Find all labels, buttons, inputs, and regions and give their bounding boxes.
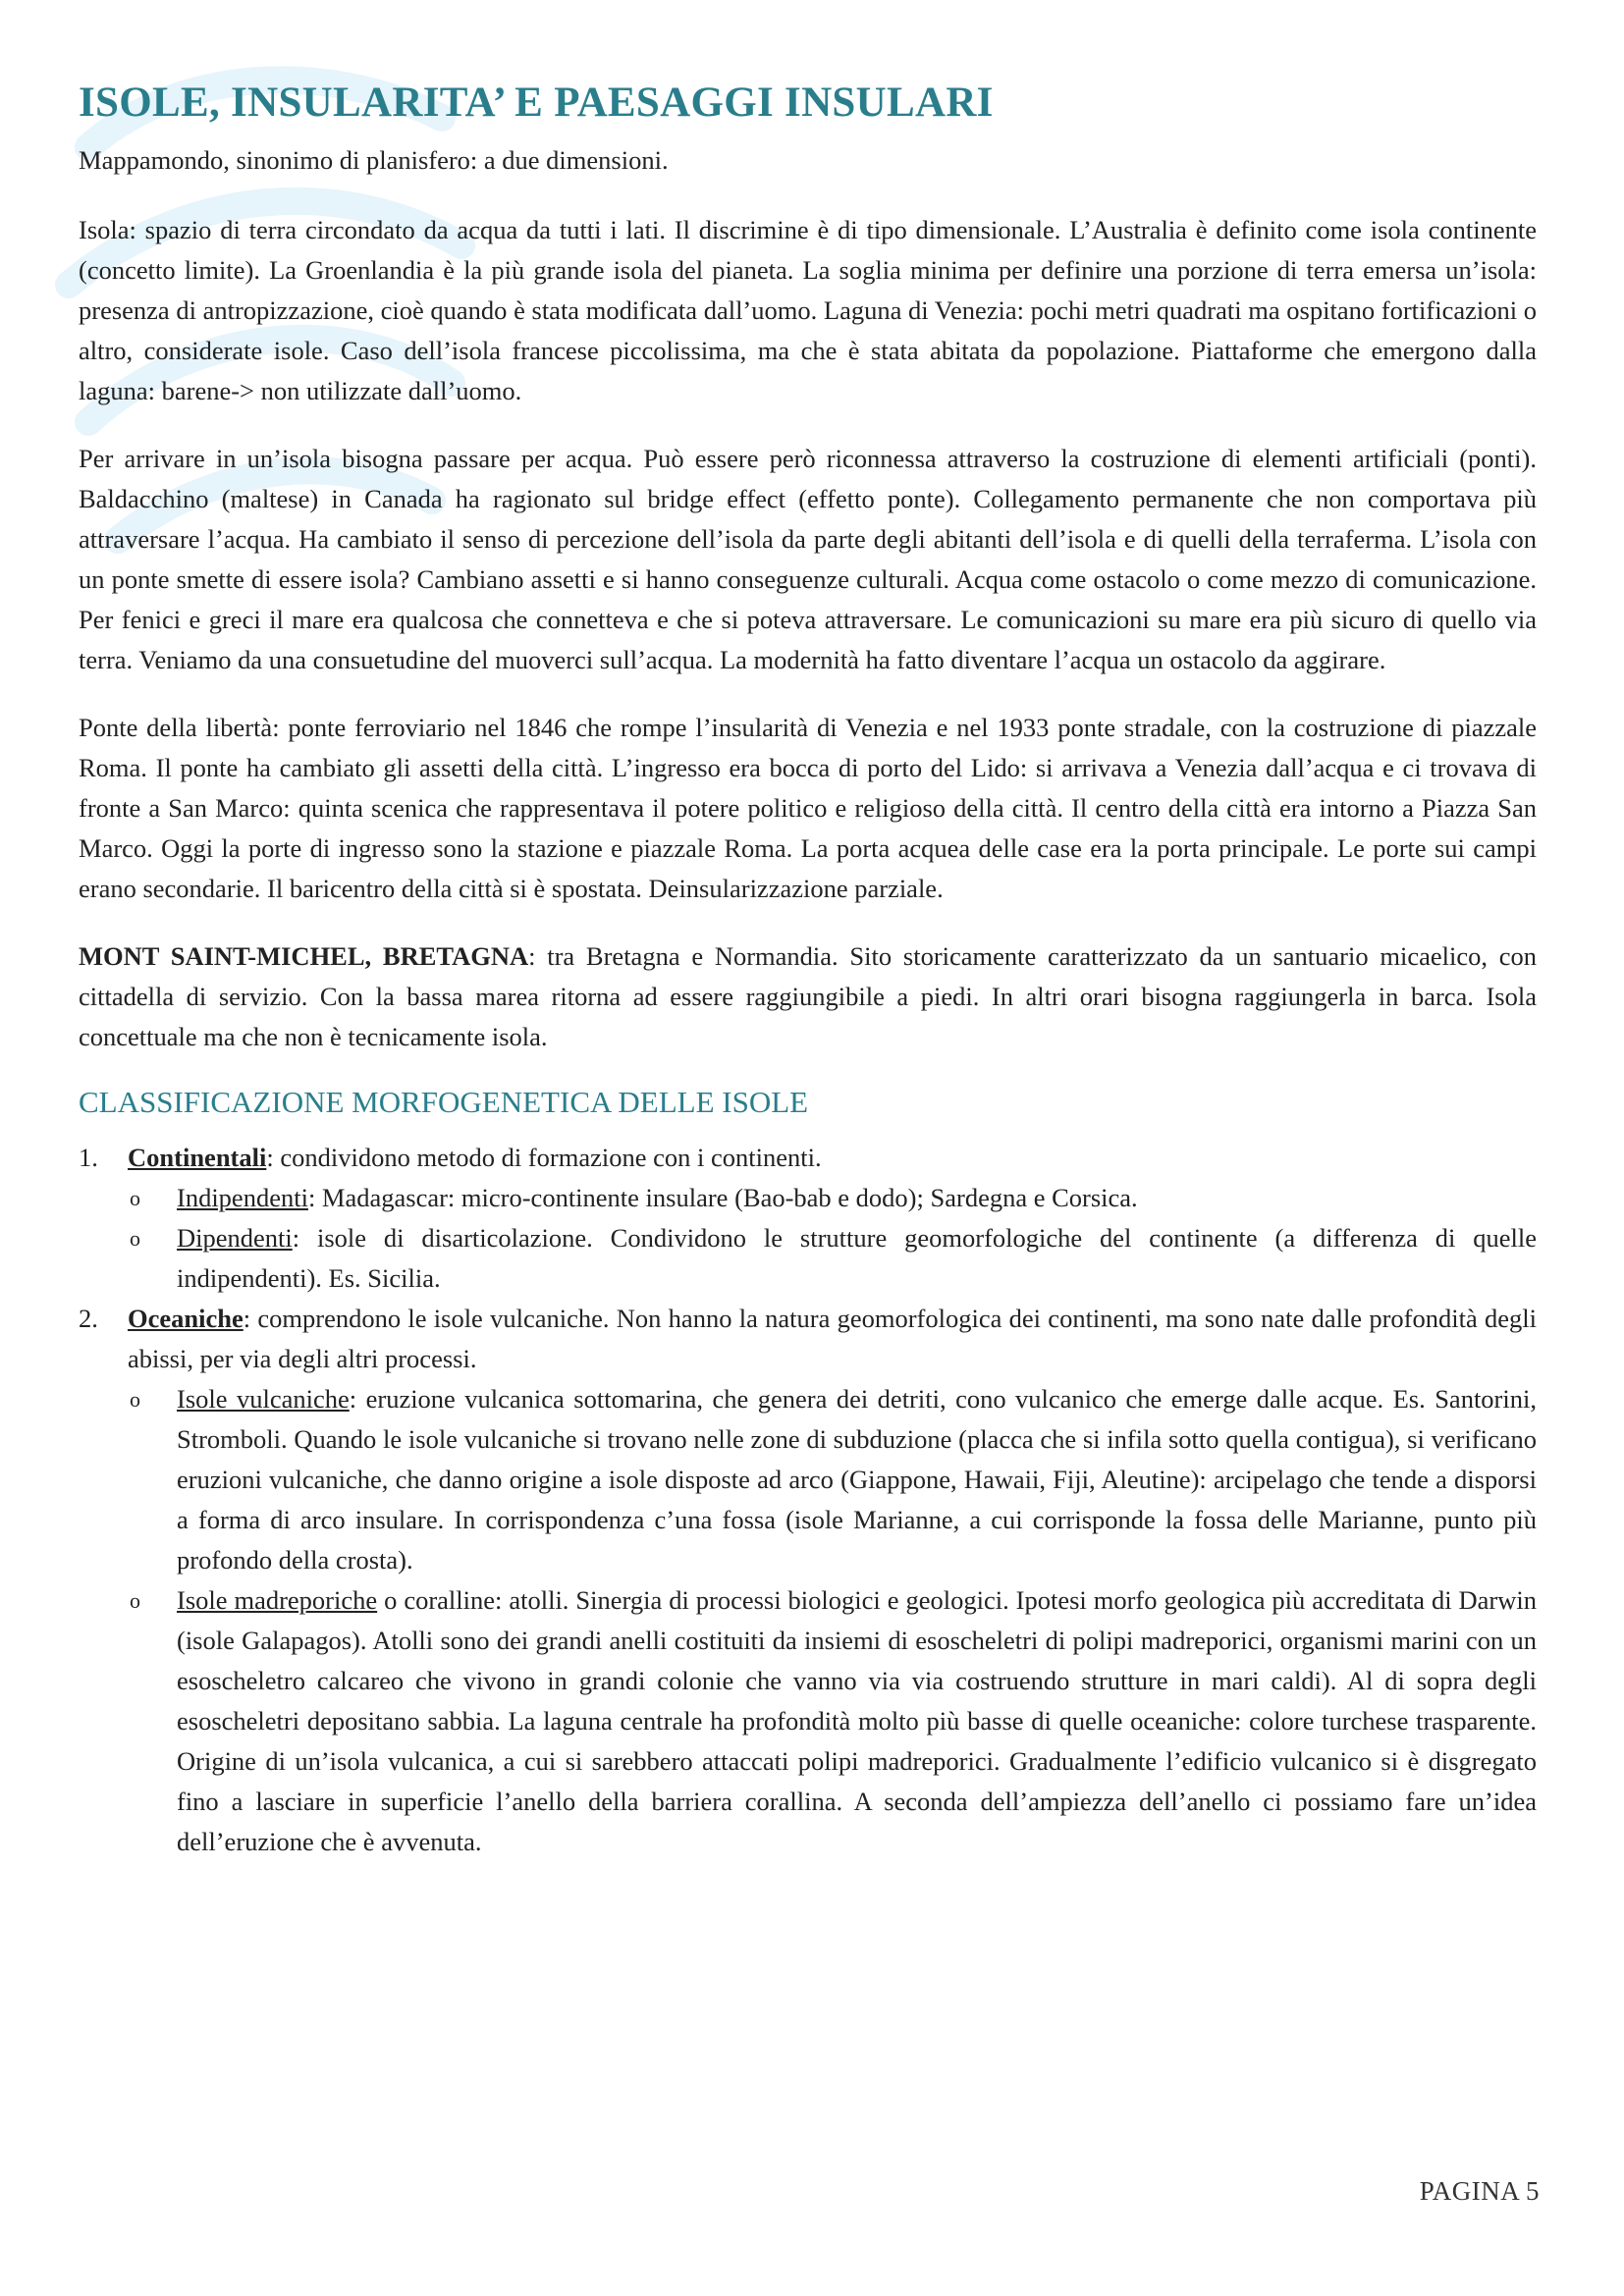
term-continentali: Continentali (128, 1143, 267, 1172)
list-number: 2. (79, 1304, 98, 1333)
circle-bullet-icon: o (130, 1186, 140, 1210)
classification-list (79, 1138, 1537, 1862)
section-heading: CLASSIFICAZIONE MORFOGENETICA DELLE ISOLE (79, 1085, 809, 1119)
list-number: 1. (79, 1143, 98, 1172)
sub-item-isole-vulcaniche (128, 1379, 1537, 1580)
text-continentali: : condividono metodo di formazione con i continenti. (266, 1143, 822, 1172)
paragraph-bridge-effect: Per arrivare in un’isola bisogna passare per acqua. Può essere però riconnessa attraverso la costruzione di elementi artificiali (ponti). Baldacchino (maltese) in Canada ha ragionato sul bridge effect (effetto ponte). Collegamento permanente che non comportava più attraversare l’acqua. Ha cambiato il senso di percezione dell’isola da parte degli abitanti dell’isola e di quelli della terraferma. L’isola con un ponte smette di essere isola? Cambiano assetti e si hanno conseguenze culturali. Acqua come ostacolo o come mezzo di comunicazione. Per fenici e greci il mare era qualcosa che connetteva e che si poteva attraversare. Le comunicazioni su mare era più sicuro di quello via terra. Veniamo da una consuetudine del muoverci sull’acqua. La modernità ha fatto diventare l’acqua un ostacolo da aggirare. (79, 444, 1537, 674)
term-dipendenti: Dipendenti (177, 1223, 293, 1253)
text-dipendenti: : isole di disarticolazione. Condividono le strutture geomorfologiche del continente (a differenza di quelle indipendenti). Es. Sicilia. (177, 1223, 1537, 1293)
paragraph-isola-definition: Isola: spazio di terra circondato da acqua da tutti i lati. Il discrimine è di tipo dimensionale. L’Australia è definito come isola continente (concetto limite). La Groenlandia è la più grande isola del pianeta. La soglia minima per definire una porzione di terra emersa un’isola: presenza di antropizzazione, cioè quando è stata modificata dall’uomo. Laguna di Venezia: pochi metri quadrati ma ospitano fortificazioni o altro, considerate isole. Caso dell’isola francese piccolissima, ma che è stata abitata da popolazione. Piattaforme che emergono dalla laguna: barene-> non utilizzate dall’uomo. (79, 215, 1537, 405)
list-item-continentali (79, 1138, 1537, 1299)
paragraph-mappamondo: Mappamondo, sinonimo di planisfero: a due dimensioni. (79, 145, 669, 175)
circle-bullet-icon: o (130, 1226, 140, 1251)
sublist-oceaniche (128, 1379, 1537, 1862)
term-oceaniche: Oceaniche (128, 1304, 244, 1333)
list-item-oceaniche (79, 1299, 1537, 1862)
term-isole-vulcaniche: Isole vulcaniche (177, 1384, 350, 1414)
mont-saint-michel-text: : tra Bretagna e Normandia. Sito storicamente caratterizzato da un santuario micaelico, con cittadella di servizio. Con la bassa marea ritorna ad essere raggiungibile a piedi. In altri orari bisogna raggiungerla in barca. Isola concettuale ma che non è tecnicamente isola. (79, 941, 1537, 1051)
circle-bullet-icon: o (130, 1387, 140, 1412)
sub-item-isole-madreporiche (128, 1580, 1537, 1862)
text-isole-madreporiche: o coralline: atolli. Sinergia di processi biologici e geologici. Ipotesi morfo geologica più accreditata di Darwin (isole Galapagos). Atolli sono dei grandi anelli costituiti da insiemi di esoscheletri di polipi madreporici, organismi marini con un esoscheletro calcareo che vivono in grandi colonie che vanno via via costruendo strutture in mari caldi). Al di sopra degli esoscheletri depositano sabbia. La laguna centrale ha profondità molto più basse di quelle oceaniche: colore turchese trasparente. Origine di un’isola vulcanica, a cui si sarebbero attaccati polipi madreporici. Gradualmente l’edificio vulcanico si è disgregato fino a lasciare in superficie l’anello della barriera corallina. A seconda dell’ampiezza dell’anello ci possiamo fare un’idea dell’eruzione che è avvenuta. (177, 1585, 1537, 1856)
mont-saint-michel-label: MONT SAINT-MICHEL, BRETAGNA (79, 941, 529, 971)
sub-item-indipendenti (128, 1178, 1537, 1218)
document-page (79, 79, 1537, 1862)
text-oceaniche: : comprendono le isole vulcaniche. Non hanno la natura geomorfologica dei continenti, ma sono nate dalle profondità degli abissi, per via degli altri processi. (128, 1304, 1537, 1373)
text-indipendenti: : Madagascar: micro-continente insulare (Bao-bab e dodo); Sardegna e Corsica. (307, 1183, 1138, 1212)
paragraph-ponte-liberta: Ponte della libertà: ponte ferroviario nel 1846 che rompe l’insularità di Venezia e nel 1933 ponte stradale, con la costruzione di piazzale Roma. Il ponte ha cambiato gli assetti della città. L’ingresso era bocca di porto del Lido: si arrivava a Venezia dall’acqua e ci trovava di fronte a San Marco: quinta scenica che rappresentava il potere politico e religioso della città. Il centro della città era intorno a Piazza San Marco. Oggi la porte di ingresso sono la stazione e piazzale Roma. La porta acquea delle case era la porta principale. Le porte sui campi erano secondarie. Il baricentro della città si è spostata. Deinsularizzazione parziale. (79, 713, 1537, 903)
term-indipendenti: Indipendenti (177, 1183, 308, 1212)
text-isole-vulcaniche: : eruzione vulcanica sottomarina, che genera dei detriti, cono vulcanico che emerge dalle acque. Es. Santorini, Stromboli. Quando le isole vulcaniche si trovano nelle zone di subduzione (placca che si infila sotto quella contigua), si verificano eruzioni vulcaniche, che danno origine a isole disposte ad arco (Giappone, Hawaii, Fiji, Aleutine): arcipelago che tende a disporsi a forma di arco insulare. In corrispondenza c’una fossa (isole Marianne, a cui corrisponde la fossa delle Marianne, punto più profondo della crosta). (177, 1384, 1537, 1575)
sub-item-dipendenti (128, 1218, 1537, 1299)
paragraph-mont-saint-michel (79, 936, 1537, 1057)
page-title: ISOLE, INSULARITA’ E PAESAGGI INSULARI (79, 80, 994, 126)
sublist-continentali (128, 1178, 1537, 1299)
term-isole-madreporiche: Isole madreporiche (177, 1585, 378, 1615)
page-number: PAGINA 5 (1419, 2176, 1540, 2206)
circle-bullet-icon: o (130, 1588, 140, 1613)
